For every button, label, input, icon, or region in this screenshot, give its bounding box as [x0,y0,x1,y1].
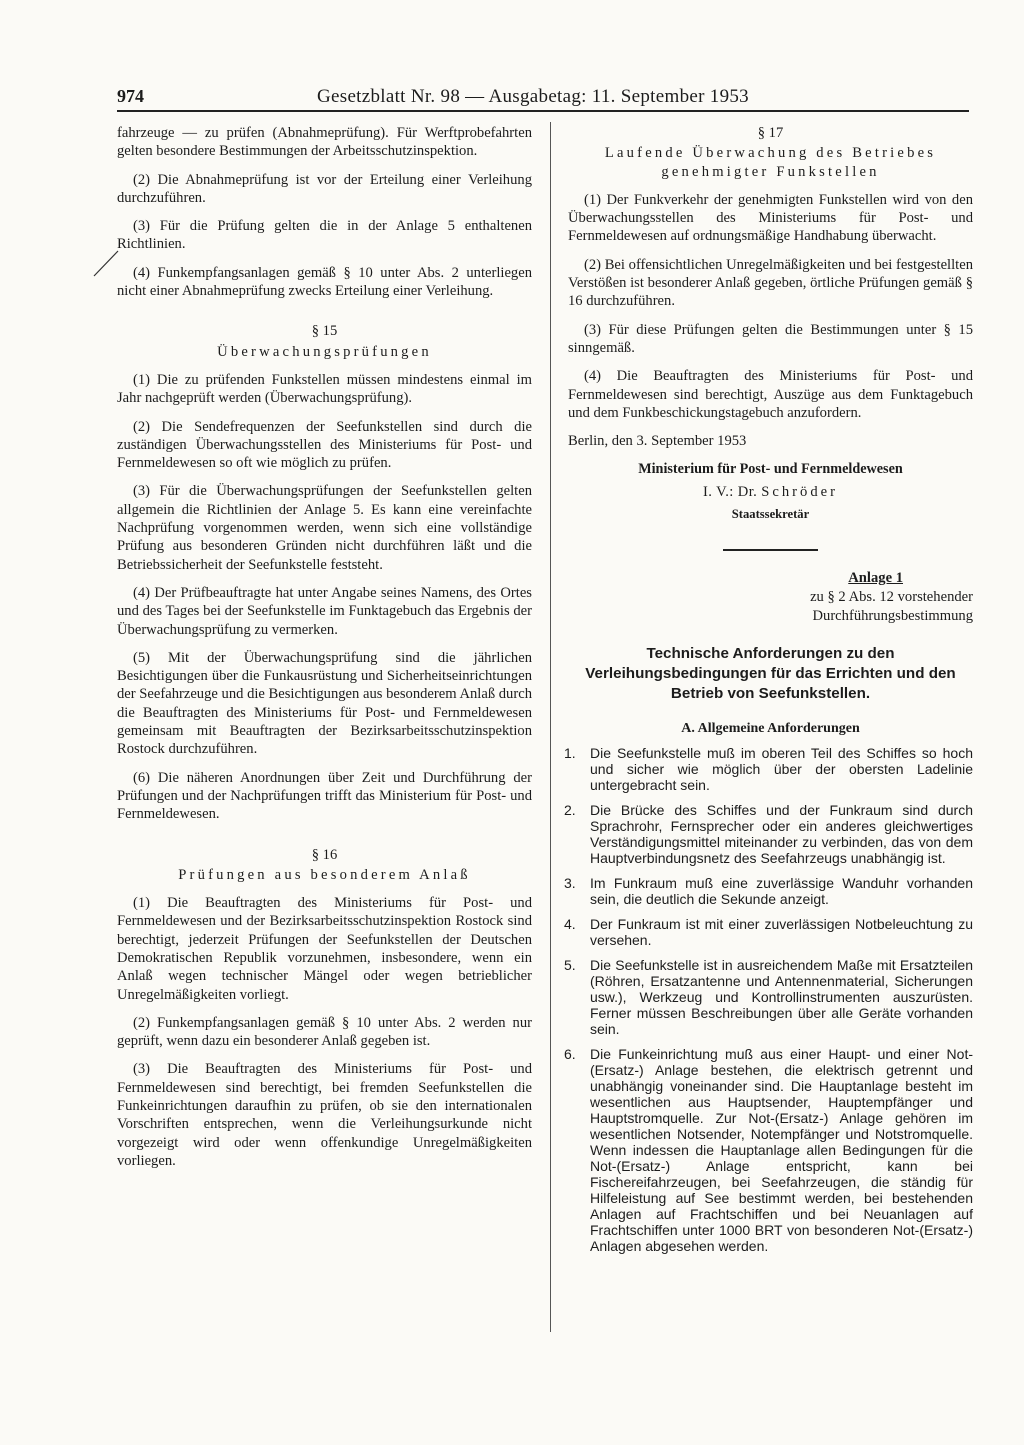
annex-main-title: Technische Anforderungen zu den Verleihungsbedingungen für das Errichten und den Betrieb von Seefunkstellen. [585,645,956,703]
item-text: Der Funkraum ist mit einer zuverlässigen Notbeleuchtung zu versehen. [590,915,973,948]
list-item [564,1045,973,1254]
item-text: Die Funkeinrichtung muß aus einer Haupt- und einer Not-(Ersatz-) Anlage bestehen, die elektrisch getrennt und unabhängig voneinander sind. Die Hauptanlage besteht im wesentlichen aus Hauptsender, Hauptempfänger und Hauptstromquelle. Zur Not-(Ersatz-) Anlage gehören im wesentlichen Notsender, Notempfänger und Notstromquelle. Wenn indessen die Hauptanlage allen Bedingungen für die Not-(Ersatz-) Anlage entspricht, kann bei Fischereifahrzeugen, bei Seefahrzeugen, die ständig für Hilfeleistung auf See bestimmt werden, bei bestehenden Anlagen auf Frachtschiffen und bei Neuanlagen auf Frachtschiffen unter 1000 BRT von besonderen Not-(Ersatz-) Anlagen abgesehen werden. [590,1045,973,1254]
margin-pencil-mark [92,248,120,278]
item-number: 1. [564,744,576,761]
section-number: § 15 [311,323,338,340]
paragraph: (1) Die Beauftragten des Ministeriums für Post- und Fernmeldewesen und der Bezirksarbeitsschutzinspektion Rostock sind berechtigt, jederzeit Prüfungen der Seefunkstellen der Deutschen Demokratischen Republik vorzunehmen, insbesondere, wenn ein Anlaß wegen technischer Mängel oder wegen betrieblicher Unregelmäßigkeiten vorliegt. [117,895,532,1003]
signatory [568,483,973,501]
section-title: Prüfungen aus besonderem Anlaß [178,866,471,883]
paragraph: (2) Bei offensichtlichen Unregelmäßigkeiten und bei festgestellten Verstößen ist besonderer Anlaß gegeben, örtliche Prüfungen gemäß § 16 durchzuführen. [568,256,973,310]
annex-heading [568,569,973,626]
signatory-rank: Staatssekretär [731,507,810,522]
ministry-name: Ministerium für Post- und Fernmeldewesen [638,461,903,478]
paragraph: (3) Für die Prüfung gelten die in der Anlage 5 enthaltenen Richtlinien. [117,218,532,253]
item-number: 4. [564,915,576,932]
item-text: Die Seefunkstelle muß im oberen Teil des Schiffes so hoch und sicher wie möglich über der obersten Ladelinie untergebracht sein. [590,744,973,793]
gazette-title: Gesetzblatt Nr. 98 — Ausgabetag: 11. September 1953 [317,86,749,107]
section-title: Überwachungsprüfungen [217,343,432,360]
annex-reference: Durchführungsbestimmung [812,608,973,625]
paragraph: (4) Die Beauftragten des Ministeriums für Post- und Fernmeldewesen sind berechtigt, Auszüge aus dem Funktagebuch und dem Funkbeschickungstagebuch anzufordern. [568,368,973,421]
page-header [117,86,969,112]
section-number: § 17 [757,125,784,141]
requirements-list [564,744,973,1254]
annex-reference: zu § 2 Abs. 12 vorstehender [810,589,973,606]
item-number: 5. [564,956,576,973]
annex-title: Anlage 1 [848,570,903,587]
paragraph: (2) Die Sendefrequenzen der Seefunkstellen sind durch die zuständigen Überwachungsstellen des Ministeriums für Post- und Fernmeldewesen so oft wie möglich zu prüfen. [117,418,532,472]
section-title: Laufende Überwachung des Betriebes genehmigter Funkstellen [604,145,937,180]
signatory-name: Schröder [761,483,838,500]
section-number: § 16 [311,846,338,863]
paragraph: (1) Die zu prüfenden Funkstellen müssen mindestens einmal im Jahr nachgeprüft werden (Überwachungsprüfung). [117,371,532,407]
paragraph: (4) Funkempfangsanlagen gemäß § 10 unter Abs. 2 unterliegen nicht einer Abnahmeprüfung zwecks Erteilung einer Verleihung. [117,264,532,300]
paragraph: (4) Der Prüfbeauftragte hat unter Angabe seines Namens, des Ortes und des Tages bei der Seefunkstelle im Funktagebuch das Ergebnis der Überwachungsprüfung zu vermerken. [117,584,532,638]
item-text: Die Brücke des Schiffes und der Funkraum sind durch Sprachrohr, Fernsprecher oder ein anderes gleichwertiges Verständigungsmittel miteinander zu verbinden, das von dem Hauptverbindungsnetz des Seefahrzeugs unabhängig ist. [590,801,973,866]
column-divider [550,122,551,1332]
page-number: 974 [117,86,144,106]
list-item [564,801,973,866]
item-text: Im Funkraum muß eine zuverlässige Wanduhr vorhanden sein, die deutlich die Sekunde anzeigt. [590,874,973,907]
item-number: 3. [564,874,576,891]
paragraph: (1) Der Funkverkehr der genehmigten Funkstellen wird von den Überwachungsstellen des Ministeriums für Post- und Fernmeldewesen auf ordnungsmäßige Handhabung überwacht. [568,191,973,245]
paragraph: (3) Die Beauftragten des Ministeriums für Post- und Fernmeldewesen sind berechtigt, bei fremden Seefunkstellen die Funkeinrichtungen daraufhin zu prüfen, ob sie den internationalen Vorschriften entsprechen, wenn die Verleihungsurkunde nicht vorgezeigt wird oder wenn offenkundige Unregelmäßigkeiten vorliegen. [117,1061,532,1169]
list-item [564,874,973,907]
paragraph: (6) Die näheren Anordnungen über Zeit und Durchführung der Prüfungen und der Nachprüfungen trifft das Ministerium für Post- und Fernmeldewesen. [117,769,532,823]
list-item [564,744,973,793]
signature-block [568,460,973,523]
place-date: Berlin, den 3. September 1953 [568,433,747,450]
paragraph: fahrzeuge — zu prüfen (Abnahmeprüfung). Für Werftprobefahrten gelten besondere Bestimmungen der Arbeitsschutzinspektion. [117,125,532,160]
item-number: 6. [564,1045,576,1062]
section-rule [723,549,818,551]
list-item [564,956,973,1037]
list-item [564,915,973,948]
paragraph: (2) Die Abnahmeprüfung ist vor der Erteilung einer Verleihung durchzuführen. [117,171,532,206]
paragraph: (2) Funkempfangsanlagen gemäß § 10 unter Abs. 2 werden nur geprüft, wenn dazu ein besonderer Anlaß gegeben ist. [117,1014,532,1050]
paragraph: (5) Mit der Überwachungsprüfung sind die jährlichen Besichtigungen über die Funkausrüstung und Sicherheitseinrichtungen der Seefahrzeuge und die Besichtigungen aus besonderem Anlaß durch die Beauftragten des Ministeriums für Post- und Fernmeldewesen gemeinsam mit Beauftragten der Bezirksarbeitsschutzinspektion Rostock durchzuführen. [117,649,532,758]
right-column [564,124,973,1263]
item-text: Die Seefunkstelle ist in ausreichendem Maße mit Ersatzteilen (Röhren, Ersatzantenne und Antennenmaterial, Sicherungen usw.), Werkzeug und Kontrollinstrumenten auszurüsten. Ferner müssen Beschreibungen über alle Geräte vorhanden sein. [590,956,973,1037]
paragraph: (3) Für diese Prüfungen gelten die Bestimmungen unter § 15 sinngemäß. [568,321,973,356]
item-number: 2. [564,801,576,818]
header-rule [117,110,969,112]
paragraph: (3) Für die Überwachungsprüfungen der Seefunkstellen gelten allgemein die Richtlinien der Anlage 5. Es kann eine vereinfachte Nachprüfung vorgenommen werden, wenn sich eine vollständige Prüfung aus besonderen Gründen nicht durchführen läßt und die Betriebssicherheit der Seefunkstelle feststeht. [117,483,532,573]
left-column [117,124,532,1180]
subsection-title: A. Allgemeine Anforderungen [681,721,860,737]
deputy-prefix: I. V.: Dr. [703,483,758,500]
